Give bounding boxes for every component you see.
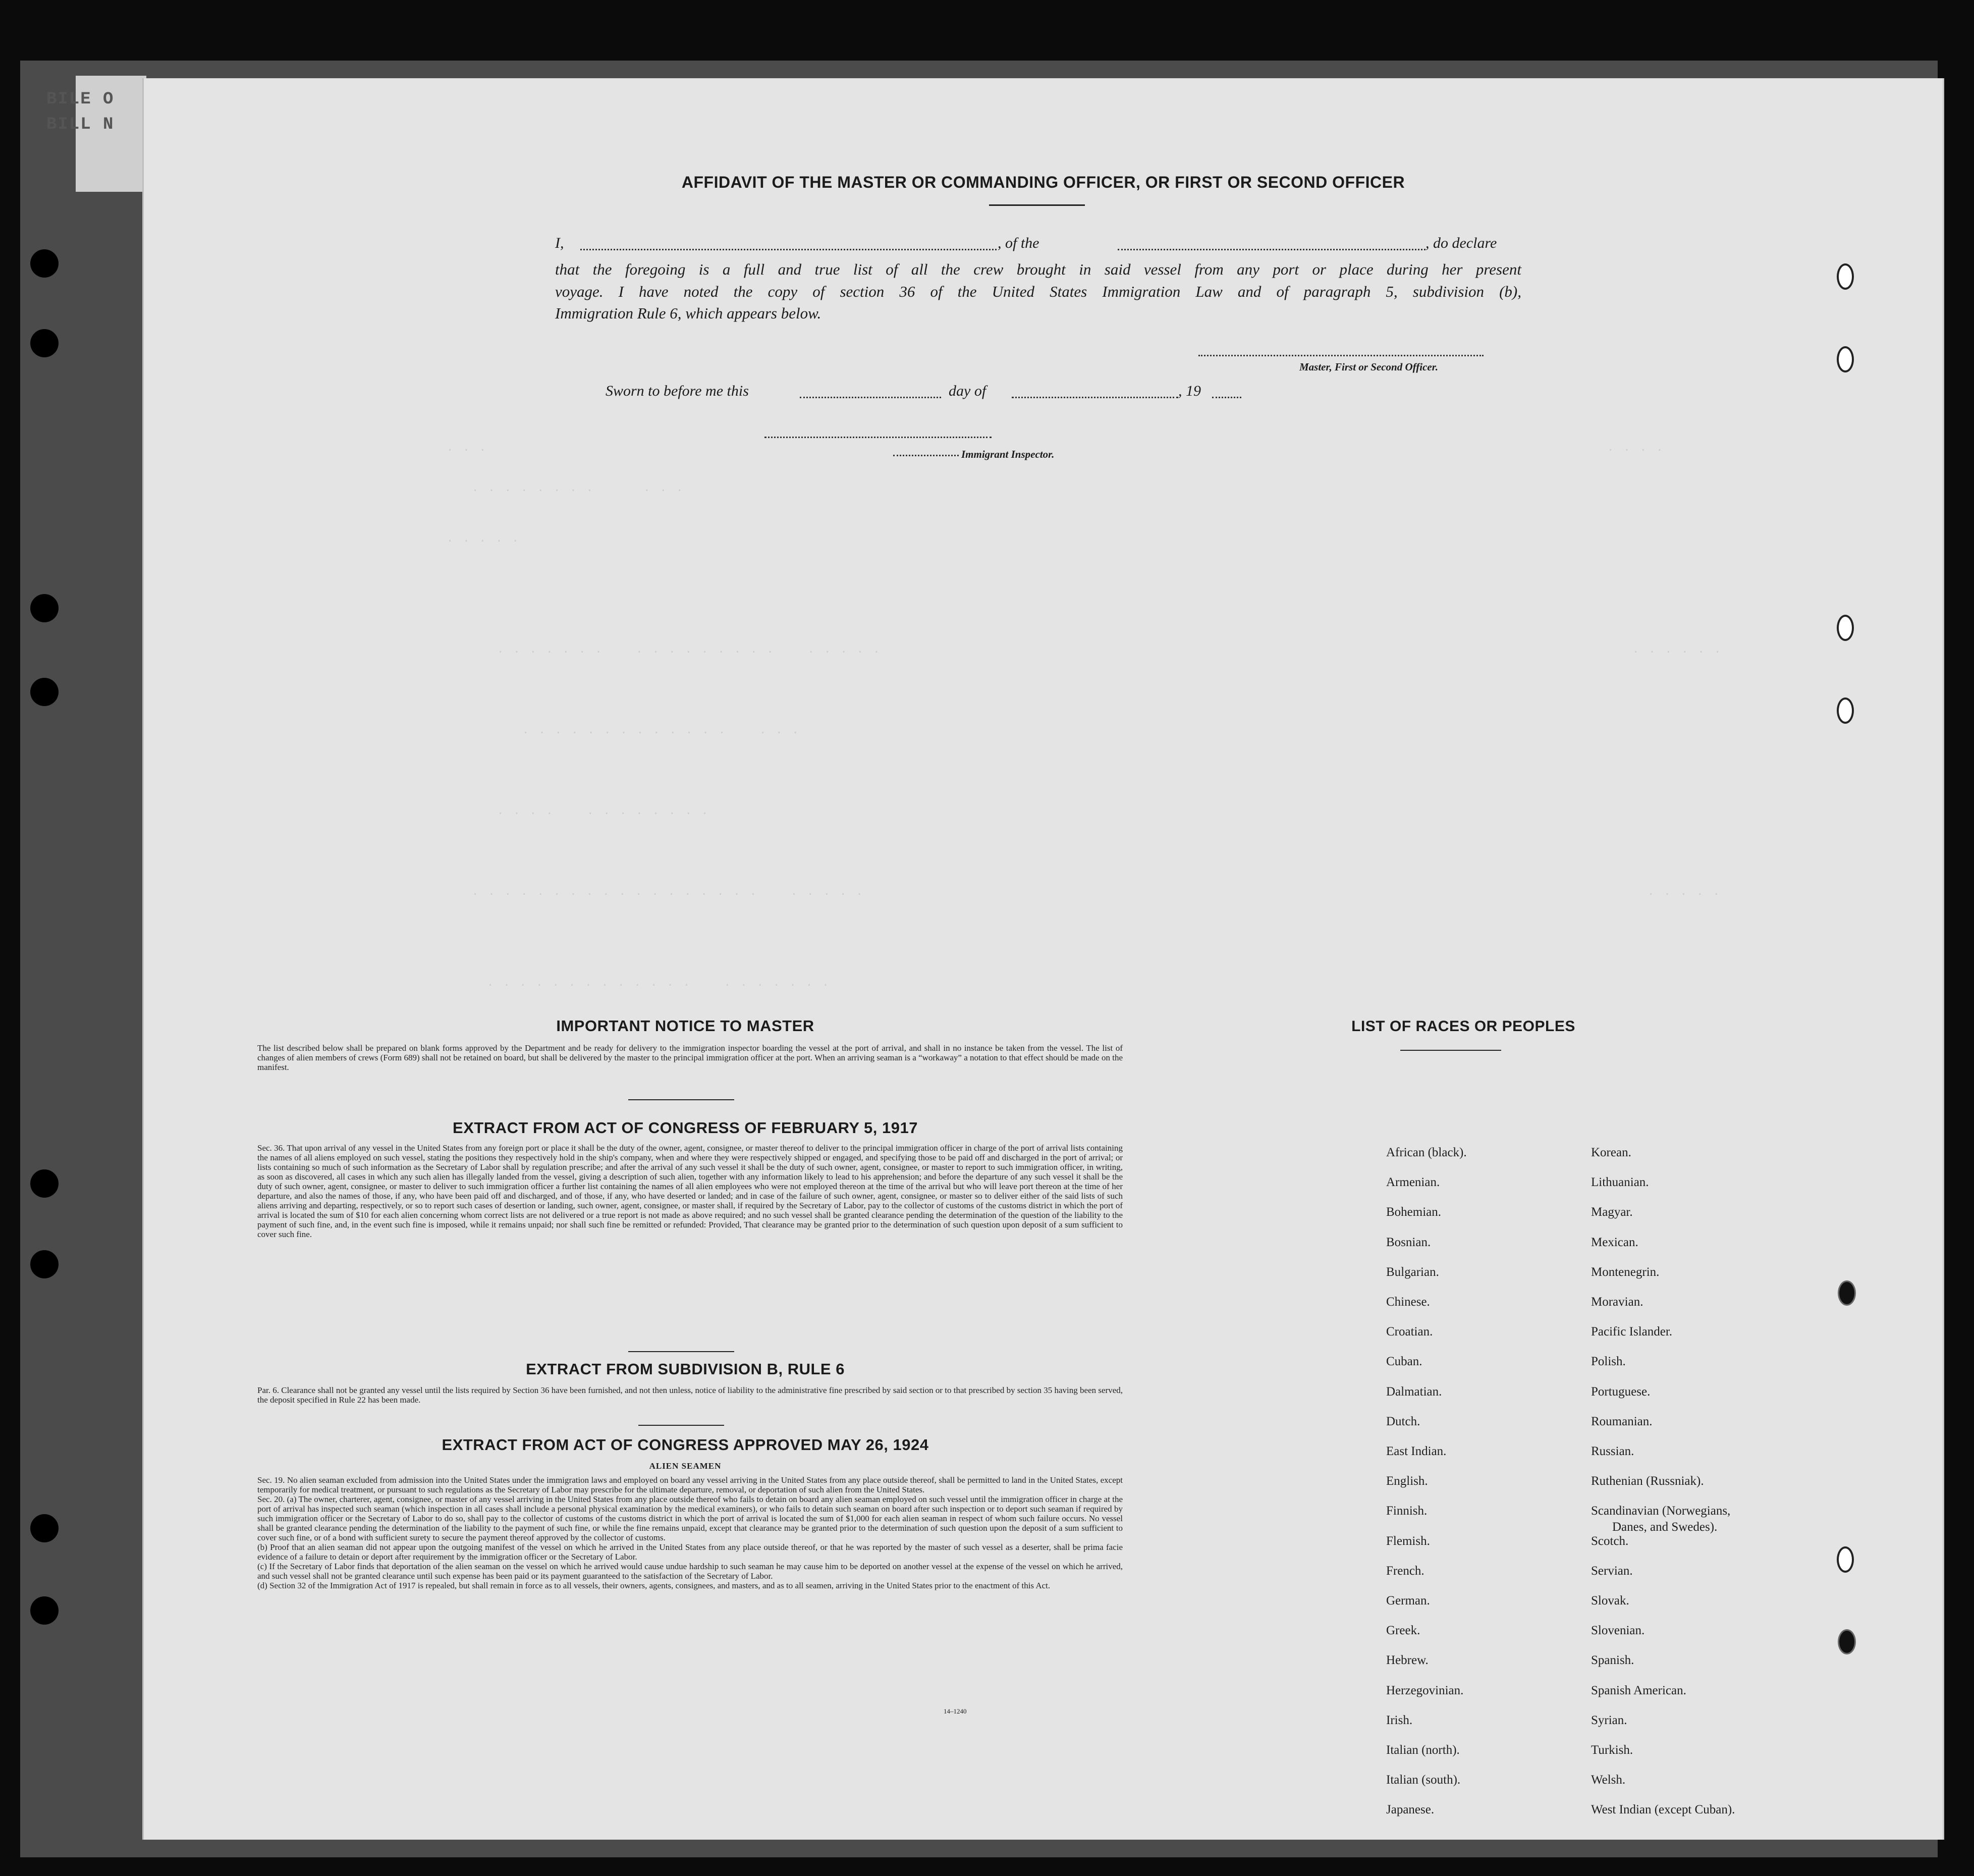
race-item: Finnish. [1386,1504,1428,1518]
race-item: Lithuanian. [1591,1175,1649,1189]
race-item: Scotch. [1591,1534,1629,1548]
sworn-day-of: day of [949,383,986,399]
sworn-prefix: Sworn to before me this [606,383,749,399]
affidavit-page [142,78,1944,1840]
inspector-signature-field[interactable] [764,437,992,438]
master-signature-label: Master, First or Second Officer. [1299,361,1438,373]
affidavit-line-2: that the foregoing is a full and true list of all the crew brought in said vessel from any port or place during her present [555,260,1521,278]
race-item: East Indian. [1386,1444,1447,1458]
race-item: Armenian. [1386,1175,1440,1189]
master-signature-field[interactable] [1198,355,1484,356]
extract-rule6-text: Par. 6. Clearance shall not be granted any vessel until the lists required by Section 36 have been furnished, and not then unless, notice of liability to the administrative fine prescribed by said section or to that prescribed by section 35 having been served, the deposit specified in Rule 22 has been made. [257,1385,1123,1405]
races-title-underline [1400,1050,1501,1051]
race-item: Polish. [1591,1355,1626,1368]
race-item: Portuguese. [1591,1385,1651,1399]
extract-rule6-divider [638,1425,724,1426]
binder-hole-ring [1837,698,1854,724]
officer-name-field[interactable] [580,249,997,250]
binder-hole-ring [1838,1629,1856,1654]
race-item: Hebrew. [1386,1653,1429,1667]
bleed-through-text: . . . . . [447,532,520,545]
extract-1924-sec19: Sec. 19. No alien seaman excluded from admission into the United States under the immigration laws and employed on board any vessel arriving in the United States from any place outside thereof, shall be permitted to land in the United States, except temporarily for medical treatment, or pursuant to such regulations as the Secretary of Labor may prescribe for the ultimate departure, removal, or deportation of such alien from the United States. [257,1475,1123,1494]
extract-1917-text: Sec. 36. That upon arrival of any vessel in the United States from any foreign port or place it shall be the duty of the owner, agent, consignee, or master thereof to deliver to the principal immigration officer in charge of the port of arrival lists containing the names of all aliens employed on such vessel, stating the positions they respectively hold in the ship's company, when and where they were respectively shipped or engaged, and specifying those to be paid off and discharged in the port of arrival; or lists containing so much of such information as the Secretary of Labor shall by regulation prescribe; and after the arrival of any such vessel it shall be the duty of such owner, agent, consignee, or master to report to such immigration officer, in writing, as soon as discovered, all cases in which any such alien has illegally landed from the vessel, giving a description of such alien, together with any information likely to lead to his apprehension; and before the departure of any such vessel it shall be the duty of such owner, agent, consignee, or master to deliver to such immigration officer a further list containing the names of all alien employees who were not employed thereon at the time of the arrival but who will leave port thereon at the time of her departure, and also the names of those, if any, who have been paid off and discharged, and of those, if any, who have deserted or landed; and in case of the failure of such owner, agent, consignee, or master so to deliver either of the said lists of such aliens arriving and departing, respectively, or so to report such cases of desertion or landing, such owner, agent, consignee, or master shall, if required by the Secretary of Labor, pay to the collector of customs of the customs district in which the port of arrival is located the sum of $10 for each alien concerning whom correct lists are not delivered or a true report is not made as above required; and no such vessel shall be granted clearance pending the determination of the question of the liability to the payment of such fine, and, in the event such fine is imposed, while it remains unpaid; nor shall such fine be remitted or refunded: Provided, That clearance may be granted prior to the determination of such question upon deposit of a sum sufficient to cover such fine. [257,1143,1123,1239]
binder-hole [30,329,59,357]
bleed-through-text: . . . [447,442,488,454]
race-item: Italian (south). [1386,1773,1461,1787]
affidavit-line-3: voyage. I have noted the copy of section 36 of the United States Immigration Law and of paragraph 5, subdivision (b), [555,283,1521,300]
inspector-signature-label: Immigrant Inspector. [961,448,1055,460]
title-underline [989,204,1085,206]
binder-hole [30,678,59,706]
extract-1924-title: EXTRACT FROM ACT OF CONGRESS APPROVED MAY 26, 1924 [442,1436,929,1454]
race-item: African (black). [1386,1146,1467,1159]
sworn-day-field[interactable] [800,397,941,398]
extract-rule6-title: EXTRACT FROM SUBDIVISION B, RULE 6 [526,1360,845,1378]
notice-divider [628,1099,734,1100]
race-item: Roumanian. [1591,1415,1653,1428]
extract-1924-sec20c: (c) If the Secretary of Labor finds that deportation of the alien seaman on the vessel on which he arrived would cause undue hardship to such seaman he may cause him to be deported on another vessel at the expense of the vessel on which he arrived, and such vessel shall not be granted clearance until such expense has been paid or its payment guaranteed to the satisfaction of the Secretary of Labor. [257,1562,1123,1581]
bleed-through-text: . . . . . . . . . . . [472,482,685,495]
notice-title: IMPORTANT NOTICE TO MASTER [556,1017,814,1035]
race-item: Mexican. [1591,1236,1638,1249]
race-item: Montenegrin. [1591,1265,1660,1279]
race-item: West Indian (except Cuban). [1591,1803,1735,1816]
races-title: LIST OF RACES OR PEOPLES [1351,1018,1575,1035]
vessel-name-field[interactable] [1118,249,1425,250]
race-item: Greek. [1386,1624,1420,1637]
inspector-label-leader [893,455,959,456]
affidavit-of-the: , of the [998,235,1039,251]
affidavit-line-4: Immigration Rule 6, which appears below. [555,304,821,322]
binder-hole-ring [1838,1280,1856,1306]
race-item: Herzegovinian. [1386,1684,1464,1697]
binder-hole [30,1250,59,1278]
race-item: Magyar. [1591,1205,1633,1219]
race-item: Bosnian. [1386,1236,1431,1249]
bleed-through-text: . . . . . . . . . . . . . . . . . . . . . . . [472,886,864,898]
race-item: French. [1386,1564,1424,1578]
sworn-month-field[interactable] [1012,397,1178,398]
binder-hole [30,1169,59,1198]
bleed-through-text: . . . . . . . . . . . . . . . . . . . . [487,977,831,989]
race-item: Moravian. [1591,1295,1643,1309]
sworn-year-field[interactable] [1212,397,1241,398]
race-item: Servian. [1591,1564,1633,1578]
notice-text: The list described below shall be prepared on blank forms approved by the Department and be ready for delivery to the immigration inspector boarding the vessel at the port of arrival, and shall in no instance be taken from the vessel. The list of changes of alien members of crews (Form 689) shall not be retained on board, but shall be delivered by the master to the principal immigration officer at the port. When an arriving seaman is a “workaway” a notation to that effect should be made on the manifest. [257,1043,1123,1072]
extract-1924-sec20a: Sec. 20. (a) The owner, charterer, agent, consignee, or master of any vessel arriving in the United States from any place outside thereof who fails to detain on board any alien seaman employed on such vessel until the immigration officer in charge at the port of arrival has inspected such seaman (which inspection in all cases shall include a personal physical examination by the medical examiners), or who fails to detain such seaman on board after such inspection or to deport such seaman if required by such immigration officer or the Secretary of Labor to do so, shall pay to the collector of customs of the customs district in which the port of arrival is located the sum of $1,000 for each alien seaman in respect of whom such failure occurs. No vessel shall be granted clearance pending the determination of the liability to the payment of such fine, or while the fine remains unpaid, except that clearance may be granted prior to the determination of such question upon the deposit of a sum sufficient to cover such fine, or of a bond with sufficient surety to secure the payment thereof approved by the collector of customs. [257,1494,1123,1542]
race-item: Flemish. [1386,1534,1430,1548]
race-item: Bulgarian. [1386,1265,1439,1279]
race-item: Russian. [1591,1444,1634,1458]
binder-hole-ring [1837,263,1854,290]
extract-1924-sec20d: (d) Section 32 of the Immigration Act of 1917 is repealed, but shall remain in force as to all vessels, their owners, agents, consignees, and masters, and as to all seamen, arriving in the United States prior to the enactment of this Act. [257,1581,1051,1590]
race-item: Dutch. [1386,1415,1420,1428]
extract-1917-divider [628,1351,734,1352]
binder-hole-ring [1837,615,1854,641]
race-item: Syrian. [1591,1713,1627,1727]
underlying-page-text: BILE O [46,90,115,109]
sworn-year-prefix: , 19 [1178,383,1201,399]
binder-hole-ring [1837,1546,1854,1573]
race-item: English. [1386,1474,1428,1488]
form-number: 14–1240 [944,1707,967,1715]
binder-hole [30,1596,59,1625]
race-item: Pacific Islander. [1591,1325,1673,1338]
extract-1917-title: EXTRACT FROM ACT OF CONGRESS OF FEBRUARY 5, 1917 [453,1119,918,1137]
race-item: Dalmatian. [1386,1385,1442,1399]
bleed-through-text: . . . . . . . . . . . . . . . . . . . . . [497,644,882,656]
affidavit-title: AFFIDAVIT OF THE MASTER OR COMMANDING OFFICER, OR FIRST OR SECOND OFFICER [681,173,1405,191]
binder-hole-ring [1837,346,1854,372]
binder-hole [30,1514,59,1542]
binder-hole [30,249,59,278]
bleed-through-text: . . . . . . [1632,644,1723,656]
race-item: Turkish. [1591,1743,1633,1757]
race-item: German. [1386,1594,1430,1607]
bleed-through-text: . . . . [1607,442,1665,454]
bleed-through-text: . . . . . . . . . . . . [497,805,710,818]
race-item-continuation: Danes, and Swedes). [1612,1520,1718,1534]
binder-hole [30,594,59,622]
race-item: Ruthenian (Russniak). [1591,1474,1704,1488]
extract-1924-sec20b: (b) Proof that an alien seaman did not appear upon the outgoing manifest of the vessel on which he arrived in the United States from any place outside thereof, or that he was reported by the master of such vessel as a deserter, shall be prima facie evidence of a failure to detain or deport after requirement by the immigration officer or the Secretary of Labor. [257,1542,1123,1562]
race-item: Croatian. [1386,1325,1433,1338]
extract-1924-body [257,1475,1123,1590]
bleed-through-text: . . . . . . . . . . . . . . . . [522,724,800,737]
race-item: Bohemian. [1386,1205,1442,1219]
bleed-through-text: . . . . . [1648,886,1721,898]
underlying-page-text: BILL N [46,115,115,134]
race-item: Spanish American. [1591,1684,1686,1697]
race-item: Cuban. [1386,1355,1422,1368]
race-item: Spanish. [1591,1653,1634,1667]
affidavit-i: I, [555,235,564,251]
race-item: Irish. [1386,1713,1413,1727]
extract-1924-subtitle: ALIEN SEAMEN [649,1461,722,1471]
race-item: Slovenian. [1591,1624,1645,1637]
race-item: Japanese. [1386,1803,1435,1816]
race-item: Italian (north). [1386,1743,1460,1757]
affidavit-do-declare: , do declare [1425,235,1497,251]
race-item: Korean. [1591,1146,1631,1159]
race-item: Welsh. [1591,1773,1626,1787]
race-item: Scandinavian (Norwegians, [1591,1504,1731,1518]
race-item: Slovak. [1591,1594,1629,1607]
race-item: Chinese. [1386,1295,1430,1309]
